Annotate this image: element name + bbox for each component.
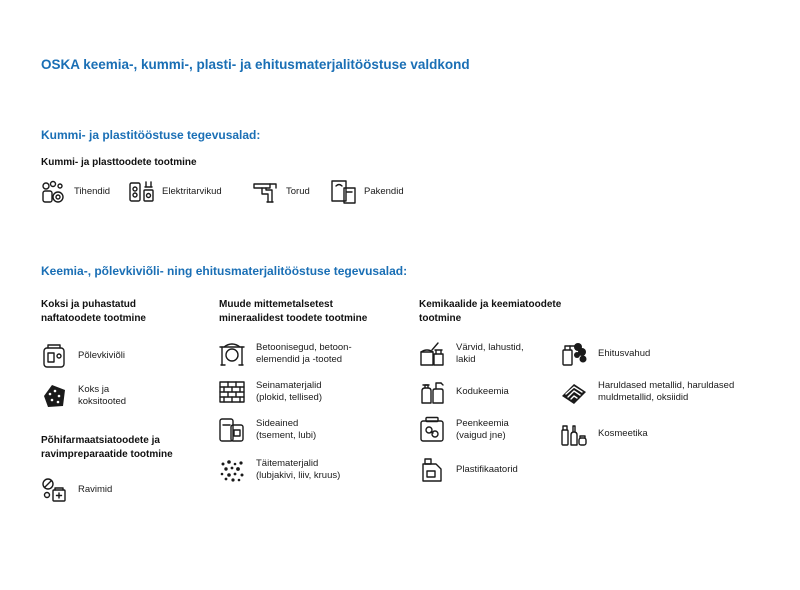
item-aggregates	[218, 456, 340, 484]
item-label: Peenkeemia (vaigud jne)	[456, 418, 509, 441]
item-label: Seinamaterjalid (plokid, tellised)	[256, 380, 322, 403]
rare-metals-icon	[560, 378, 588, 406]
item-label: Tihendid	[74, 186, 111, 197]
pipes-icon	[252, 178, 280, 206]
cement-bags-icon	[218, 416, 246, 444]
electrical-accessories-icon	[128, 178, 156, 206]
item-label: Täitematerjalid (lubjakivi, liiv, kruus)	[256, 458, 341, 481]
item-cosmetics	[560, 420, 648, 448]
item-label: Värvid, lahustid, lakid	[456, 342, 524, 365]
section-chem-title: Keemia-, põlevkiviõli- ning ehitusmaterjalitööstuse tegevusalad:	[41, 264, 408, 278]
item-binders	[218, 416, 316, 444]
item-foams	[560, 340, 650, 368]
section-rubber-subhead: Kummi- ja plasttoodete tootmine	[41, 157, 197, 168]
packaging-icon	[330, 178, 358, 206]
col3-subhead: Kemikaalide ja keemiatoodete tootmine	[419, 299, 562, 324]
item-label: Elektritarvikud	[162, 186, 222, 197]
item-fine-chem	[418, 416, 509, 444]
item-label: Ehitusvahud	[598, 348, 651, 359]
oil-shale-oil-icon	[40, 342, 68, 370]
paint-icon	[418, 340, 446, 368]
item-label: Kosmeetika	[598, 428, 648, 439]
item-packaging	[330, 178, 404, 206]
medicine-icon	[40, 476, 68, 504]
item-coke	[40, 382, 126, 410]
item-label: Betoonisegud, betoon- elemendid ja -tooted	[256, 342, 352, 365]
item-label: Torud	[286, 186, 310, 197]
item-label: Sideained (tsement, lubi)	[256, 418, 317, 441]
household-chemicals-icon	[418, 378, 446, 406]
item-rare-metals	[560, 378, 734, 406]
col1-subhead2: Põhifarmaatsiatoodete ja ravimpreparaatide tootmine	[41, 435, 173, 460]
plasticizer-canister-icon	[418, 456, 446, 484]
item-oil-shale-oil	[40, 342, 125, 370]
item-bricks	[218, 378, 322, 406]
bricks-icon	[218, 378, 246, 406]
item-label: Kodukeemia	[456, 386, 509, 397]
construction-foam-icon	[560, 340, 588, 368]
page-title: OSKA keemia-, kummi-, plasti- ja ehitusmaterjalitööstuse valdkond	[41, 57, 470, 72]
item-pipes	[252, 178, 310, 206]
item-electrical	[128, 178, 222, 206]
item-label: Põlevkiviõli	[78, 350, 125, 361]
item-household	[418, 378, 509, 406]
item-label: Pakendid	[364, 186, 404, 197]
item-label: Plastifikaatorid	[456, 464, 518, 475]
item-medicine	[40, 476, 112, 504]
section-rubber-title: Kummi- ja plastitööstuse tegevusalad:	[41, 128, 261, 142]
col2-subhead: Muude mittemetalsetest mineraalidest toodete tootmine	[219, 299, 368, 324]
seals-icon	[40, 178, 68, 206]
item-plasticizers	[418, 456, 518, 484]
item-paints	[418, 340, 524, 368]
col1-subhead: Koksi ja puhastatud naftatoodete tootmine	[41, 299, 146, 324]
item-label: Koks ja koksitooted	[78, 384, 127, 407]
aggregates-icon	[218, 456, 246, 484]
item-concrete	[218, 340, 352, 368]
item-label: Ravimid	[78, 484, 113, 495]
item-seals	[40, 178, 110, 206]
concrete-mixer-icon	[218, 340, 246, 368]
coke-icon	[40, 382, 68, 410]
cosmetics-icon	[560, 420, 588, 448]
fine-chemicals-icon	[418, 416, 446, 444]
item-label: Haruldased metallid, haruldased muldmetallid, oksiidid	[598, 380, 735, 403]
